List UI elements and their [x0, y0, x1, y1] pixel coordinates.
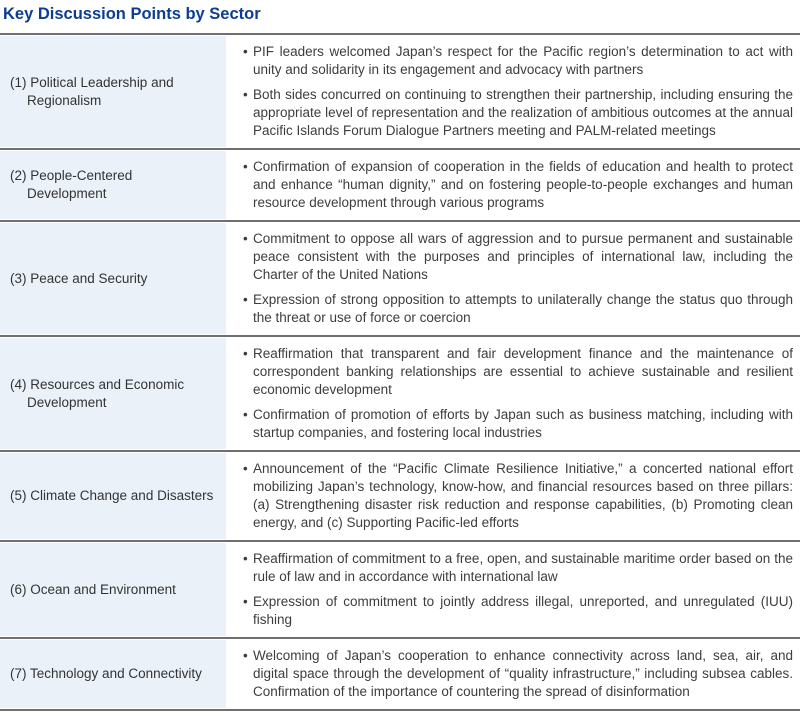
- list-item: [226, 43, 793, 79]
- bullet-icon: •: [243, 551, 248, 566]
- bullet-icon: •: [243, 231, 248, 246]
- sector-cell: [0, 542, 226, 637]
- points-cell: [226, 222, 800, 335]
- sector-cell: [0, 150, 226, 220]
- point-text: PIF leaders welcomed Japan’s respect for the Pacific region’s determination to act with unity and solidarity in its engagement and advocacy with partners: [253, 44, 793, 77]
- list-item: [226, 345, 793, 399]
- points-cell: [226, 542, 800, 637]
- point-text: Both sides concurred on continuing to strengthen their partnership, including ensuring the appropriate level of representation and the realization of ambitious outcomes at the annual Pacific Islands Forum Dialogue Partners meeting and PALM-related meetings: [253, 87, 793, 138]
- table-row: [0, 540, 800, 637]
- sector-cell: [0, 639, 226, 709]
- bullet-icon: •: [243, 87, 248, 102]
- list-item: [226, 406, 793, 442]
- bullet-icon: •: [243, 292, 248, 307]
- bullet-icon: •: [243, 461, 248, 476]
- sector-label: (3) Peace and Security: [10, 270, 148, 286]
- table-row: [0, 220, 800, 335]
- list-item: [226, 230, 793, 284]
- bullet-icon: •: [243, 594, 248, 609]
- point-text: Announcement of the “Pacific Climate Resilience Initiative,” a concerted national effort mobilizing Japan’s technology, know-how, and financial resources based on three pillars: (a) Strengthening disaster risk reduction and response capabilities, (b) Promoting clean energy, and (c) Supporting Pacific-led efforts: [253, 461, 793, 530]
- bullet-icon: •: [243, 346, 248, 361]
- bullet-icon: •: [243, 44, 248, 59]
- points-cell: [226, 639, 800, 709]
- list-item: [226, 460, 793, 532]
- list-item: [226, 86, 793, 140]
- points-cell: [226, 150, 800, 220]
- point-text: Expression of strong opposition to attempts to unilaterally change the status quo through the threat or use of force or coercion: [253, 292, 793, 325]
- table-row: [0, 450, 800, 540]
- page-title: Key Discussion Points by Sector: [3, 5, 261, 23]
- list-item: [226, 291, 793, 327]
- points-cell: [226, 452, 800, 540]
- table-row: [0, 35, 800, 148]
- table-row: [0, 148, 800, 220]
- point-text: Reaffirmation of commitment to a free, open, and sustainable maritime order based on the rule of law and in accordance with international law: [253, 551, 793, 584]
- point-text: Welcoming of Japan’s cooperation to enhance connectivity across land, sea, air, and digital space through the development of “quality infrastructure,” including subsea cables. Confirmation of the importance of countering the spread of disinformation: [253, 648, 793, 699]
- point-text: Reaffirmation that transparent and fair development finance and the maintenance of correspondent banking relationships are essential to achieve sustainable and resilient economic development: [253, 346, 793, 397]
- points-cell: [226, 337, 800, 450]
- table-row: [0, 335, 800, 450]
- sector-table: [0, 33, 800, 711]
- sector-label: (6) Ocean and Environment: [10, 581, 176, 597]
- sector-label: (4) Resources and Economic Development: [10, 376, 185, 410]
- sector-cell: [0, 337, 226, 450]
- sector-cell: [0, 452, 226, 540]
- list-item: [226, 158, 793, 212]
- sector-cell: [0, 222, 226, 335]
- sector-label: (7) Technology and Connectivity: [10, 666, 202, 681]
- sector-label: (1) Political Leadership and Regionalism: [10, 74, 174, 108]
- point-text: Confirmation of promotion of efforts by Japan such as business matching, including with startup companies, and fostering local industries: [253, 407, 793, 440]
- bullet-icon: •: [243, 648, 248, 663]
- list-item: [226, 550, 793, 586]
- sector-label: (2) People-Centered Development: [10, 168, 133, 201]
- point-text: Expression of commitment to jointly address illegal, unreported, and unregulated (IUU) fishing: [253, 594, 793, 627]
- points-cell: [226, 35, 800, 148]
- list-item: [226, 647, 793, 701]
- point-text: Commitment to oppose all wars of aggression and to pursue permanent and sustainable peace consistent with the purposes and principles of international law, including the Charter of the United Nations: [253, 231, 793, 282]
- sector-cell: [0, 35, 226, 148]
- bullet-icon: •: [243, 159, 248, 174]
- sector-label: (5) Climate Change and Disasters: [10, 488, 214, 503]
- bullet-icon: •: [243, 407, 248, 422]
- list-item: [226, 593, 793, 629]
- point-text: Confirmation of expansion of cooperation in the fields of education and health to protect and enhance “human dignity,” and on fostering people-to-people exchanges and human resource development through various programs: [253, 159, 793, 210]
- table-row: [0, 637, 800, 709]
